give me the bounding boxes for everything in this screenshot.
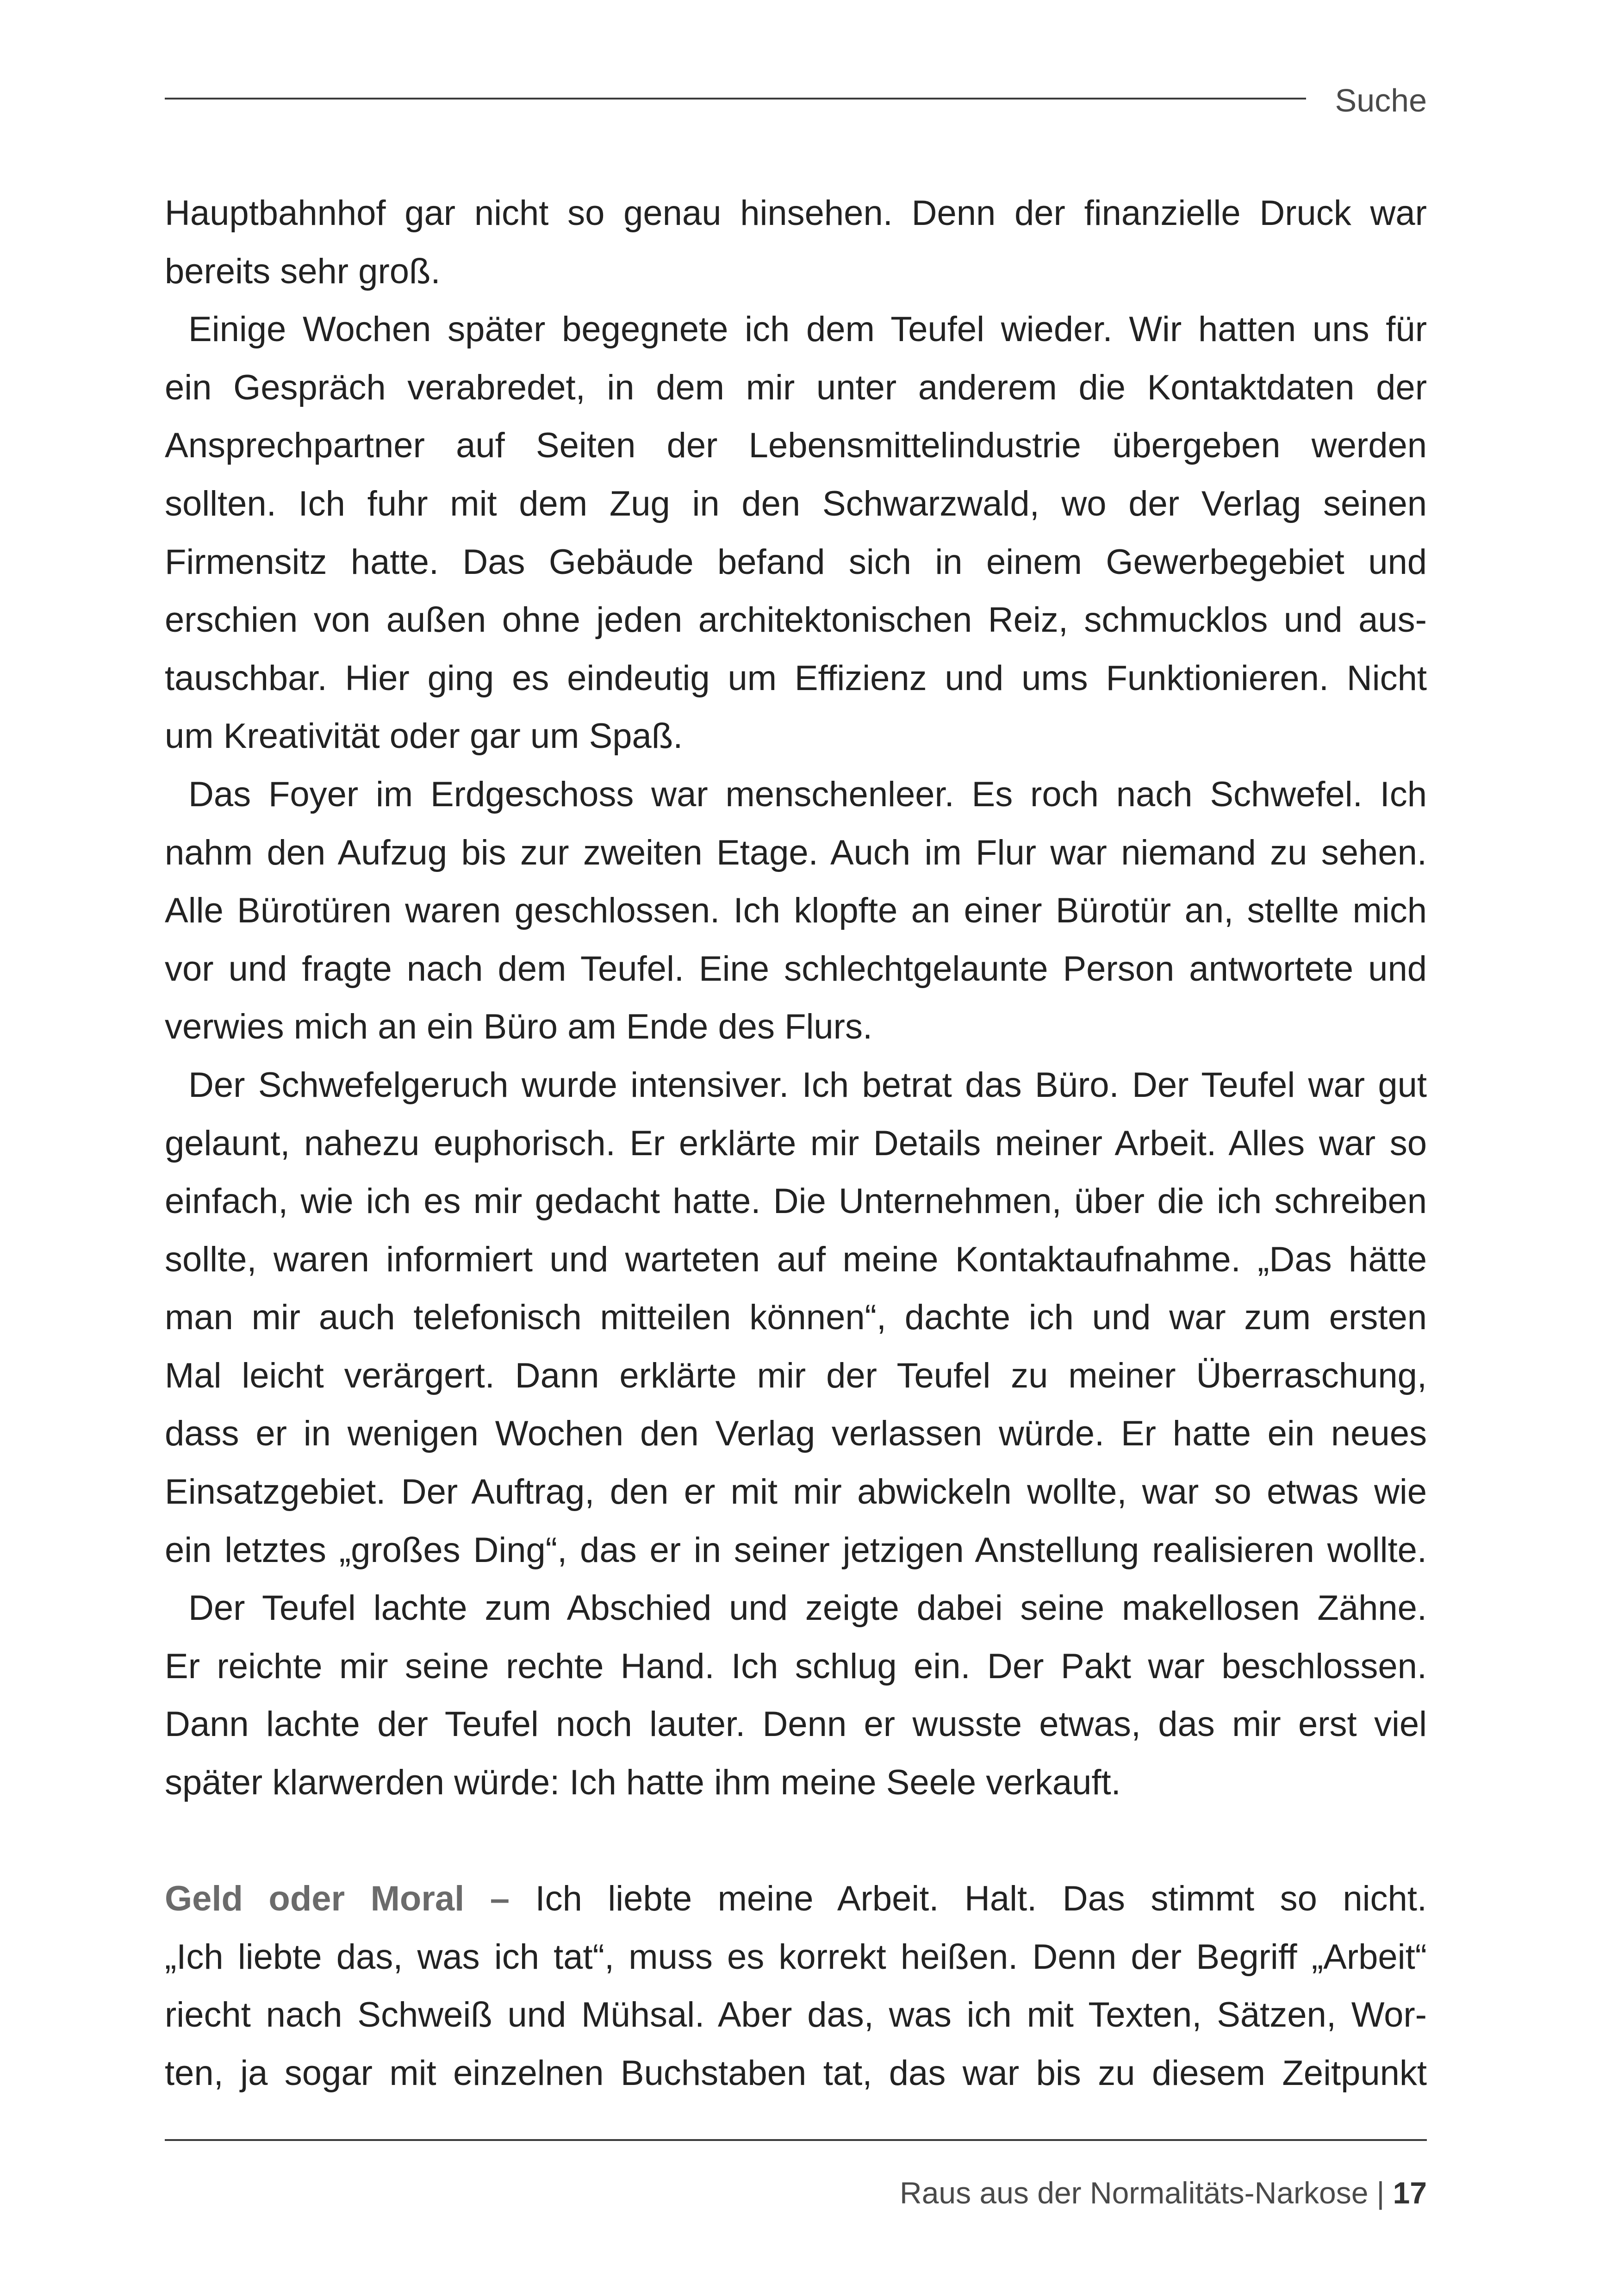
text-line: riecht nach Schweiß und Mühsal. Aber das, was ich mit Texten, Sätzen, Wor- xyxy=(165,1995,1427,2035)
footer-rule xyxy=(165,2139,1427,2141)
book-title: Raus aus der Normalitäts-Narkose xyxy=(900,2176,1369,2210)
section-heading: Geld oder Moral – xyxy=(165,1879,510,1919)
text-line xyxy=(165,1870,1427,1928)
text-line: tauschbar. Hier ging es eindeutig um Effizienz und ums Funktionieren. Nicht xyxy=(165,658,1427,698)
text-line: erschien von außen ohne jeden architektonischen Reiz, schmucklos und aus- xyxy=(165,600,1427,640)
page-footer xyxy=(900,2178,1427,2208)
text-line: Mal leicht verärgert. Dann erklärte mir der Teufel zu meiner Überraschung, xyxy=(165,1356,1427,1395)
text-line: sollten. Ich fuhr mit dem Zug in den Schwarzwald, wo der Verlag seinen xyxy=(165,484,1427,523)
header-rule xyxy=(165,98,1306,100)
text-line: dass er in wenigen Wochen den Verlag verlassen würde. Er hatte ein neues xyxy=(165,1414,1427,1454)
page-number: 17 xyxy=(1393,2176,1427,2210)
paragraph xyxy=(165,300,1427,765)
text-line: Hauptbahnhof gar nicht so genau hinsehen. Denn der finanzielle Druck war xyxy=(165,193,1427,233)
text-line: Dann lachte der Teufel noch lauter. Denn er wusste etwas, das mir erst viel xyxy=(165,1705,1427,1744)
text-line: ein Gespräch verabredet, in dem mir unter anderem die Kontaktdaten der xyxy=(165,367,1427,407)
text-line: Der Schwefelgeruch wurde intensiver. Ich betrat das Büro. Der Teufel war gut xyxy=(188,1065,1427,1105)
section-paragraph xyxy=(165,1870,1427,2102)
paragraph xyxy=(165,1056,1427,1579)
text-line: ten, ja sogar mit einzelnen Buchstaben tat, das war bis zu diesem Zeitpunkt xyxy=(165,2053,1427,2093)
text-line: man mir auch telefonisch mitteilen können“, dachte ich und war zum ersten xyxy=(165,1298,1427,1338)
text-line: um Kreativität oder gar um Spaß. xyxy=(165,716,683,756)
text-line: einfach, wie ich es mir gedacht hatte. Die Unternehmen, über die ich schreiben xyxy=(165,1182,1427,1221)
text-line: Einige Wochen später begegnete ich dem Teufel wieder. Wir hatten uns für xyxy=(188,310,1427,349)
footer-separator: | xyxy=(1376,2176,1385,2210)
text-line: nahm den Aufzug bis zur zweiten Etage. Auch im Flur war niemand zu sehen. xyxy=(165,833,1427,872)
text-line: „Ich liebte das, was ich tat“, muss es korrekt heißen. Denn der Begriff „Arbeit“ xyxy=(165,1937,1427,1977)
text-line: bereits sehr groß. xyxy=(165,251,441,291)
text-line: gelaunt, nahezu euphorisch. Er erklärte mir Details meiner Arbeit. Alles war so xyxy=(165,1123,1427,1163)
text-line: später klarwerden würde: Ich hatte ihm meine Seele verkauft. xyxy=(165,1763,1121,1803)
paragraph xyxy=(165,184,1427,300)
paragraph xyxy=(165,765,1427,1056)
text-line: Er reichte mir seine rechte Hand. Ich schlug ein. Der Pakt war beschlossen. xyxy=(165,1646,1427,1686)
paragraph xyxy=(165,1579,1427,1811)
body-text xyxy=(165,184,1427,2103)
section-first-line: Ich liebte meine Arbeit. Halt. Das stimmt so nicht. xyxy=(535,1879,1427,1919)
text-line: verwies mich an ein Büro am Ende des Flurs. xyxy=(165,1007,873,1047)
text-line: vor und fragte nach dem Teufel. Eine schlechtgelaunte Person antwortete und xyxy=(165,949,1427,989)
text-line: Firmensitz hatte. Das Gebäude befand sich in einem Gewerbegebiet und xyxy=(165,542,1427,582)
text-line: Alle Bürotüren waren geschlossen. Ich klopfte an einer Bürotür an, stellte mich xyxy=(165,891,1427,931)
text-line: Ansprechpartner auf Seiten der Lebensmittelindustrie übergeben werden xyxy=(165,426,1427,466)
text-line: sollte, waren informiert und warteten auf meine Kontaktaufnahme. „Das hätte xyxy=(165,1239,1427,1279)
text-line: Einsatzgebiet. Der Auftrag, den er mit mir abwickeln wollte, war so etwas wie xyxy=(165,1472,1427,1512)
running-head: Suche xyxy=(1335,82,1427,118)
text-line: Das Foyer im Erdgeschoss war menschenleer. Es roch nach Schwefel. Ich xyxy=(188,774,1427,814)
text-line: Der Teufel lachte zum Abschied und zeigte dabei seine makellosen Zähne. xyxy=(188,1588,1427,1628)
text-line: ein letztes „großes Ding“, das er in seiner jetzigen Anstellung realisieren wollte. xyxy=(165,1530,1427,1570)
